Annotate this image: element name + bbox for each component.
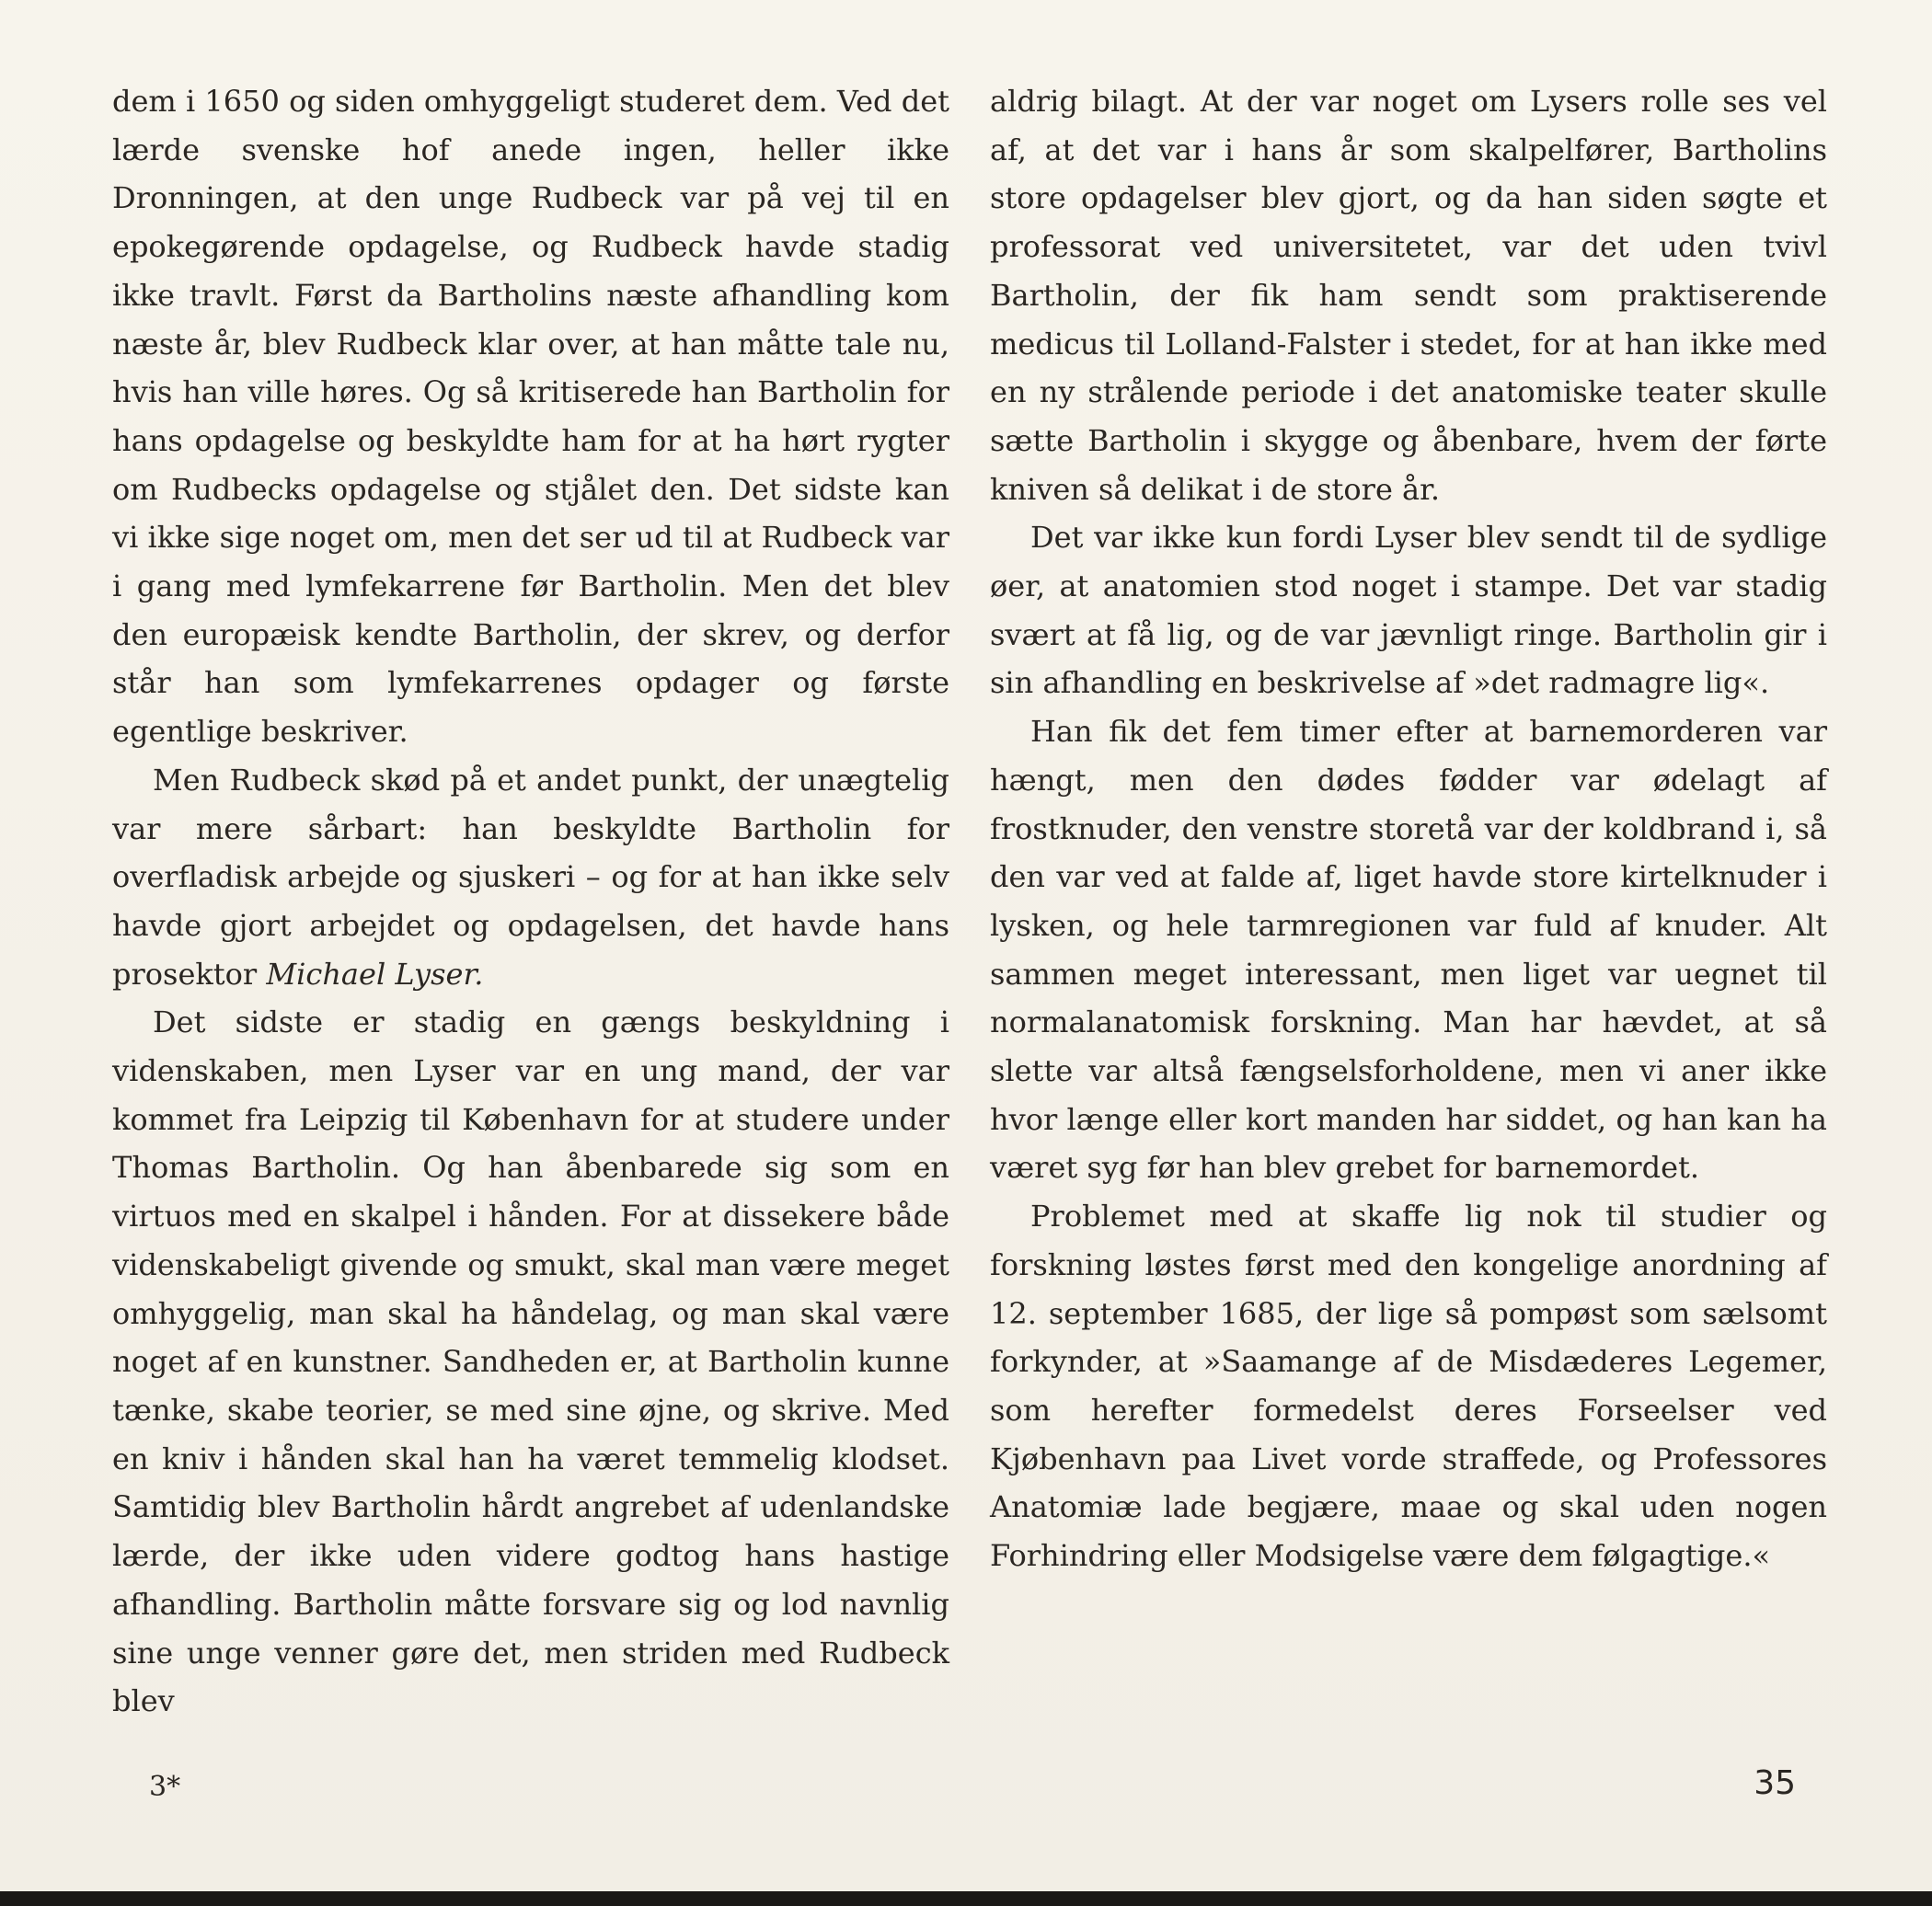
right-column [990,77,1827,1580]
page-number: 35 [1754,1764,1796,1802]
scan-edge [0,1891,1932,1906]
right-paragraph-3: Han fik det fem timer efter at barnemorderen var hængt, men den dødes fødder var ødelagt af frostknuder, den venstre storetå var der koldbrand i, så den var ved at falde af, liget havde store kirtelknuder i lysken, og hele tarmregionen var fuld af knuder. Alt sammen meget interessant, men liget var uegnet til normalanatomisk forskning. Man har hævdet, at så slette var altså fængselsforholdene, men vi aner ikke hvor længe eller kort manden har siddet, og han kan ha været syg før han blev grebet for barnemordet. [990,714,1827,1186]
left-paragraph-2-text: Men Rudbeck skød på et andet punkt, der unægtelig var mere sårbart: han beskyldte Bartholin for overfladisk arbejde og sjuskeri – og for at han ikke selv havde gjort arbejdet og opdagelsen, det havde hans prosektor [112,762,949,992]
left-column [112,77,949,1726]
signature-mark: 3* [149,1771,181,1803]
left-paragraph-2 [112,756,949,999]
prosector-name: Michael Lyser. [266,956,484,992]
right-paragraph-1: aldrig bilagt. At der var noget om Lysers rolle ses vel af, at det var i hans år som skalpelfører, Bartholins store opdagelser blev gjort, og da han siden søgte et professorat ved universitetet, var det uden tvivl Bartholin, der fik ham sendt som praktiserende medicus til Lolland-Falster i stedet, for at han ikke med en ny strålende periode i det anatomiske teater skulle sætte Bartholin i skygge og åbenbare, hvem der førte kniven så delikat i de store år. [990,84,1827,507]
right-paragraph-2: Det var ikke kun fordi Lyser blev sendt til de sydlige øer, at anatomien stod noget i stampe. Det var stadig svært at få lig, og de var jævnligt ringe. Bartholin gir i sin afhandling en beskrivelse af »det radmagre lig«. [990,520,1827,701]
left-paragraph-3: Det sidste er stadig en gængs beskyldning i videnskaben, men Lyser var en ung mand, der var kommet fra Leipzig til København for at studere under Thomas Bartholin. Og han åbenbarede sig som en virtuos med en skalpel i hånden. For at dissekere både videnskabeligt givende og smukt, skal man være meget omhyggelig, man skal ha håndelag, og man skal være noget af en kunstner. Sandheden er, at Bartholin kunne tænke, skabe teorier, se med sine øjne, og skrive. Med en kniv i hånden skal han ha været temmelig klodset. Samtidig blev Bartholin hårdt angrebet af udenlandske lærde, der ikke uden videre godtog hans hastige afhandling. Bartholin måtte forsvare sig og lod navnlig sine unge venner gøre det, men striden med Rudbeck blev [112,1005,949,1719]
left-paragraph-1: dem i 1650 og siden omhyggeligt studeret dem. Ved det lærde svenske hof anede ingen, heller ikke Dronningen, at den unge Rudbeck var på vej til en epokegørende opdagelse, og Rudbeck havde stadig ikke travlt. Først da Bartholins næste afhandling kom næste år, blev Rudbeck klar over, at han måtte tale nu, hvis han ville høres. Og så kritiserede han Bartholin for hans opdagelse og beskyldte ham for at ha hørt rygter om Rudbecks opdagelse og stjålet den. Det sidste kan vi ikke sige noget om, men det ser ud til at Rudbeck var i gang med lymfekarrene før Bartholin. Men det blev den europæisk kendte Bartholin, der skrev, og derfor står han som lymfekarrenes opdager og første egentlige beskriver. [112,84,949,750]
right-paragraph-4: Problemet med at skaffe lig nok til studier og forskning løstes først med den kongelige anordning af 12. september 1685, der lige så pompøst som sælsomt forkynder, at »Saamange af de Misdæderes Legemer, som herefter formedelst deres Forseelser ved Kjøbenhavn paa Livet vorde straffede, og Professores Anatomiæ lade begjære, maae og skal uden nogen Forhindring eller Modsigelse være dem følgagtige.« [990,1199,1827,1574]
